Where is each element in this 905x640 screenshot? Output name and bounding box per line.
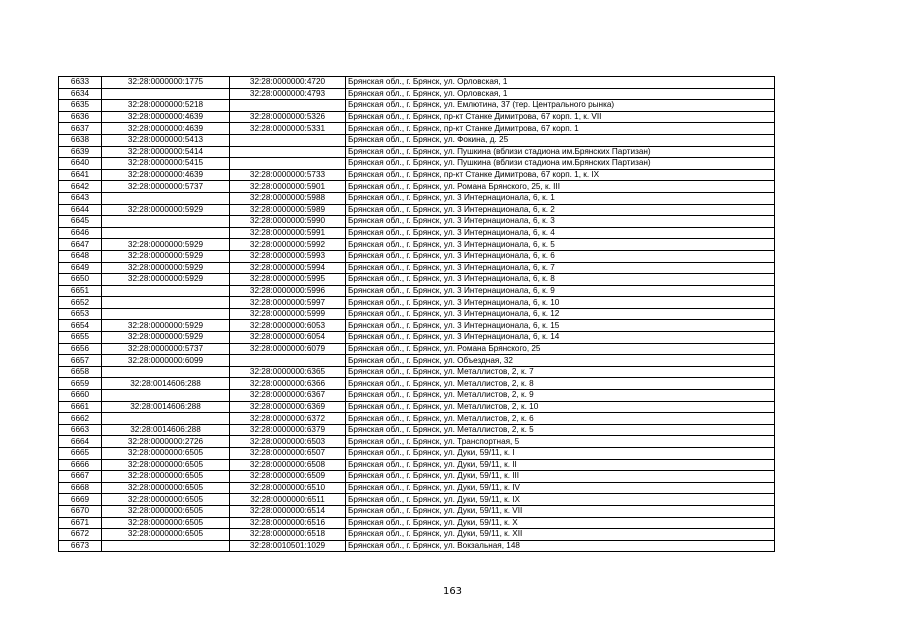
row-number-cell: 6670: [59, 505, 102, 517]
row-number-cell: 6656: [59, 343, 102, 355]
address-cell: Брянская обл., г. Брянск, ул. 3 Интернационала, 6, к. 2: [346, 204, 775, 216]
cadastral-number-cell: 32:28:0014606:288: [102, 424, 230, 436]
table-row: [59, 413, 775, 425]
cadastral-number-cell: [102, 216, 230, 228]
table-row: [59, 378, 775, 390]
address-cell: Брянская обл., г. Брянск, ул. Орловская, 1: [346, 77, 775, 89]
object-cadastral-number-cell: 32:28:0000000:5990: [230, 216, 346, 228]
cadastral-number-cell: 32:28:0000000:5929: [102, 332, 230, 344]
row-number-cell: 6655: [59, 332, 102, 344]
address-cell: Брянская обл., г. Брянск, ул. 3 Интернационала, 6, к. 7: [346, 262, 775, 274]
table-row: [59, 227, 775, 239]
table-row: [59, 134, 775, 146]
table-row: [59, 111, 775, 123]
address-cell: Брянская обл., г. Брянск, пр-кт Станке Димитрова, 67 корп. 1: [346, 123, 775, 135]
table-row: [59, 529, 775, 541]
object-cadastral-number-cell: 32:28:0000000:5999: [230, 308, 346, 320]
object-cadastral-number-cell: 32:28:0000000:5997: [230, 297, 346, 309]
cadastral-number-cell: 32:28:0000000:6505: [102, 517, 230, 529]
object-cadastral-number-cell: 32:28:0000000:6366: [230, 378, 346, 390]
object-cadastral-number-cell: 32:28:0000000:6509: [230, 471, 346, 483]
address-cell: Брянская обл., г. Брянск, ул. Романа Брянского, 25, к. III: [346, 181, 775, 193]
row-number-cell: 6644: [59, 204, 102, 216]
address-cell: Брянская обл., г. Брянск, ул. Металлистов, 2, к. 6: [346, 413, 775, 425]
object-cadastral-number-cell: 32:28:0000000:6514: [230, 505, 346, 517]
address-cell: Брянская обл., г. Брянск, ул. 3 Интернационала, 6, к. 12: [346, 308, 775, 320]
address-cell: Брянская обл., г. Брянск, ул. Орловская, 1: [346, 88, 775, 100]
address-cell: Брянская обл., г. Брянск, ул. 3 Интернационала, 6, к. 10: [346, 297, 775, 309]
address-cell: Брянская обл., г. Брянск, ул. Пушкина (вблизи стадиона им.Брянских Партизан): [346, 146, 775, 158]
address-cell: Брянская обл., г. Брянск, ул. Дуки, 59/11, к. III: [346, 471, 775, 483]
row-number-cell: 6650: [59, 274, 102, 286]
row-number-cell: 6672: [59, 529, 102, 541]
cadastral-number-cell: [102, 88, 230, 100]
object-cadastral-number-cell: 32:28:0000000:5326: [230, 111, 346, 123]
table-row: [59, 366, 775, 378]
address-cell: Брянская обл., г. Брянск, ул. 3 Интернационала, 6, к. 9: [346, 285, 775, 297]
table-row: [59, 320, 775, 332]
table-row: [59, 459, 775, 471]
address-cell: Брянская обл., г. Брянск, ул. Металлистов, 2, к. 7: [346, 366, 775, 378]
object-cadastral-number-cell: 32:28:0000000:6508: [230, 459, 346, 471]
row-number-cell: 6637: [59, 123, 102, 135]
cadastral-number-cell: 32:28:0000000:6505: [102, 529, 230, 541]
object-cadastral-number-cell: 32:28:0000000:5991: [230, 227, 346, 239]
table-row: [59, 77, 775, 89]
address-cell: Брянская обл., г. Брянск, пр-кт Станке Димитрова, 67 корп. 1, к. VII: [346, 111, 775, 123]
table-row: [59, 494, 775, 506]
object-cadastral-number-cell: [230, 158, 346, 170]
row-number-cell: 6669: [59, 494, 102, 506]
table-row: [59, 401, 775, 413]
cadastral-number-cell: 32:28:0000000:5737: [102, 181, 230, 193]
table-row: [59, 158, 775, 170]
table-row: [59, 390, 775, 402]
address-cell: Брянская обл., г. Брянск, ул. 3 Интернационала, 6, к. 15: [346, 320, 775, 332]
row-number-cell: 6667: [59, 471, 102, 483]
row-number-cell: 6668: [59, 482, 102, 494]
table-row: [59, 424, 775, 436]
cadastral-number-cell: 32:28:0000000:5218: [102, 100, 230, 112]
cadastral-number-cell: [102, 227, 230, 239]
cadastral-number-cell: 32:28:0000000:5929: [102, 320, 230, 332]
object-cadastral-number-cell: 32:28:0000000:4720: [230, 77, 346, 89]
cadastral-number-cell: 32:28:0000000:5929: [102, 262, 230, 274]
row-number-cell: 6664: [59, 436, 102, 448]
cadastral-number-cell: [102, 540, 230, 552]
object-cadastral-number-cell: 32:28:0000000:6053: [230, 320, 346, 332]
address-cell: Брянская обл., г. Брянск, ул. Дуки, 59/11, к. VII: [346, 505, 775, 517]
object-cadastral-number-cell: 32:28:0010501:1029: [230, 540, 346, 552]
table-row: [59, 88, 775, 100]
table-row: [59, 448, 775, 460]
cadastral-number-cell: 32:28:0000000:5413: [102, 134, 230, 146]
cadastral-number-cell: 32:28:0000000:5414: [102, 146, 230, 158]
row-number-cell: 6645: [59, 216, 102, 228]
object-cadastral-number-cell: 32:28:0000000:5993: [230, 250, 346, 262]
row-number-cell: 6649: [59, 262, 102, 274]
row-number-cell: 6660: [59, 390, 102, 402]
object-cadastral-number-cell: 32:28:0000000:5901: [230, 181, 346, 193]
row-number-cell: 6663: [59, 424, 102, 436]
table-row: [59, 262, 775, 274]
address-cell: Брянская обл., г. Брянск, ул. Вокзальная, 148: [346, 540, 775, 552]
cadastral-number-cell: 32:28:0014606:288: [102, 378, 230, 390]
row-number-cell: 6657: [59, 355, 102, 367]
page-number: 163: [442, 586, 463, 597]
address-cell: Брянская обл., г. Брянск, ул. Фокина, д. 25: [346, 134, 775, 146]
table-row: [59, 169, 775, 181]
cadastral-number-cell: 32:28:0000000:2726: [102, 436, 230, 448]
object-cadastral-number-cell: 32:28:0000000:6511: [230, 494, 346, 506]
object-cadastral-number-cell: 32:28:0000000:5733: [230, 169, 346, 181]
object-cadastral-number-cell: 32:28:0000000:6507: [230, 448, 346, 460]
row-number-cell: 6641: [59, 169, 102, 181]
cadastral-number-cell: [102, 390, 230, 402]
table-row: [59, 436, 775, 448]
object-cadastral-number-cell: 32:28:0000000:5995: [230, 274, 346, 286]
cadastral-number-cell: 32:28:0014606:288: [102, 401, 230, 413]
cadastral-number-cell: 32:28:0000000:6505: [102, 448, 230, 460]
cadastral-number-cell: 32:28:0000000:1775: [102, 77, 230, 89]
table-row: [59, 540, 775, 552]
address-cell: Брянская обл., г. Брянск, ул. Металлистов, 2, к. 9: [346, 390, 775, 402]
table-row: [59, 285, 775, 297]
address-cell: Брянская обл., г. Брянск, ул. Романа Брянского, 25: [346, 343, 775, 355]
row-number-cell: 6636: [59, 111, 102, 123]
cadastral-number-cell: [102, 192, 230, 204]
address-cell: Брянская обл., г. Брянск, ул. Транспортная, 5: [346, 436, 775, 448]
row-number-cell: 6652: [59, 297, 102, 309]
object-cadastral-number-cell: 32:28:0000000:6510: [230, 482, 346, 494]
row-number-cell: 6646: [59, 227, 102, 239]
table-row: [59, 146, 775, 158]
row-number-cell: 6653: [59, 308, 102, 320]
object-cadastral-number-cell: 32:28:0000000:4793: [230, 88, 346, 100]
object-cadastral-number-cell: [230, 100, 346, 112]
address-cell: Брянская обл., г. Брянск, ул. Металлистов, 2, к. 8: [346, 378, 775, 390]
row-number-cell: 6666: [59, 459, 102, 471]
row-number-cell: 6673: [59, 540, 102, 552]
table-row: [59, 192, 775, 204]
table-row: [59, 123, 775, 135]
row-number-cell: 6639: [59, 146, 102, 158]
row-number-cell: 6638: [59, 134, 102, 146]
row-number-cell: 6661: [59, 401, 102, 413]
cadastral-number-cell: 32:28:0000000:4639: [102, 123, 230, 135]
object-cadastral-number-cell: 32:28:0000000:6379: [230, 424, 346, 436]
address-cell: Брянская обл., г. Брянск, ул. Объездная, 32: [346, 355, 775, 367]
cadastral-number-cell: 32:28:0000000:5929: [102, 239, 230, 251]
cadastral-number-cell: 32:28:0000000:6099: [102, 355, 230, 367]
row-number-cell: 6647: [59, 239, 102, 251]
registry-table: [58, 76, 775, 552]
cadastral-number-cell: 32:28:0000000:5737: [102, 343, 230, 355]
address-cell: Брянская обл., г. Брянск, ул. Дуки, 59/11, к. I: [346, 448, 775, 460]
object-cadastral-number-cell: 32:28:0000000:6367: [230, 390, 346, 402]
row-number-cell: 6643: [59, 192, 102, 204]
address-cell: Брянская обл., г. Брянск, ул. Дуки, 59/11, к. IV: [346, 482, 775, 494]
cadastral-number-cell: 32:28:0000000:6505: [102, 482, 230, 494]
address-cell: Брянская обл., г. Брянск, ул. Пушкина (вблизи стадиона им.Брянских Партизан): [346, 158, 775, 170]
object-cadastral-number-cell: 32:28:0000000:6054: [230, 332, 346, 344]
address-cell: Брянская обл., г. Брянск, ул. Дуки, 59/11, к. IX: [346, 494, 775, 506]
cadastral-number-cell: 32:28:0000000:6505: [102, 459, 230, 471]
row-number-cell: 6671: [59, 517, 102, 529]
object-cadastral-number-cell: 32:28:0000000:5989: [230, 204, 346, 216]
cadastral-number-cell: [102, 308, 230, 320]
table-row: [59, 216, 775, 228]
table-row: [59, 100, 775, 112]
object-cadastral-number-cell: [230, 355, 346, 367]
address-cell: Брянская обл., г. Брянск, ул. Металлистов, 2, к. 10: [346, 401, 775, 413]
address-cell: Брянская обл., г. Брянск, ул. 3 Интернационала, 6, к. 5: [346, 239, 775, 251]
address-cell: Брянская обл., г. Брянск, пр-кт Станке Димитрова, 67 корп. 1, к. IX: [346, 169, 775, 181]
registry-table-body: [59, 77, 775, 552]
table-row: [59, 308, 775, 320]
row-number-cell: 6635: [59, 100, 102, 112]
row-number-cell: 6633: [59, 77, 102, 89]
table-row: [59, 471, 775, 483]
cadastral-number-cell: 32:28:0000000:6505: [102, 471, 230, 483]
row-number-cell: 6662: [59, 413, 102, 425]
row-number-cell: 6634: [59, 88, 102, 100]
object-cadastral-number-cell: 32:28:0000000:6369: [230, 401, 346, 413]
object-cadastral-number-cell: 32:28:0000000:5994: [230, 262, 346, 274]
table-row: [59, 250, 775, 262]
address-cell: Брянская обл., г. Брянск, ул. 3 Интернационала, 6, к. 1: [346, 192, 775, 204]
address-cell: Брянская обл., г. Брянск, ул. Дуки, 59/11, к. II: [346, 459, 775, 471]
table-row: [59, 297, 775, 309]
cadastral-number-cell: 32:28:0000000:6505: [102, 505, 230, 517]
cadastral-number-cell: 32:28:0000000:4639: [102, 111, 230, 123]
address-cell: Брянская обл., г. Брянск, ул. 3 Интернационала, 6, к. 3: [346, 216, 775, 228]
cadastral-number-cell: [102, 297, 230, 309]
address-cell: Брянская обл., г. Брянск, ул. Дуки, 59/11, к. X: [346, 517, 775, 529]
table-row: [59, 181, 775, 193]
table-row: [59, 355, 775, 367]
object-cadastral-number-cell: [230, 134, 346, 146]
address-cell: Брянская обл., г. Брянск, ул. 3 Интернационала, 6, к. 8: [346, 274, 775, 286]
table-row: [59, 343, 775, 355]
object-cadastral-number-cell: 32:28:0000000:5988: [230, 192, 346, 204]
table-row: [59, 204, 775, 216]
cadastral-number-cell: 32:28:0000000:5929: [102, 274, 230, 286]
object-cadastral-number-cell: 32:28:0000000:6503: [230, 436, 346, 448]
table-row: [59, 505, 775, 517]
address-cell: Брянская обл., г. Брянск, ул. Емлютина, 37 (тер. Центрального рынка): [346, 100, 775, 112]
object-cadastral-number-cell: 32:28:0000000:6518: [230, 529, 346, 541]
object-cadastral-number-cell: 32:28:0000000:6079: [230, 343, 346, 355]
row-number-cell: 6640: [59, 158, 102, 170]
object-cadastral-number-cell: 32:28:0000000:6372: [230, 413, 346, 425]
object-cadastral-number-cell: 32:28:0000000:6516: [230, 517, 346, 529]
object-cadastral-number-cell: [230, 146, 346, 158]
cadastral-number-cell: [102, 366, 230, 378]
object-cadastral-number-cell: 32:28:0000000:5992: [230, 239, 346, 251]
table-row: [59, 482, 775, 494]
row-number-cell: 6658: [59, 366, 102, 378]
cadastral-number-cell: 32:28:0000000:5415: [102, 158, 230, 170]
cadastral-number-cell: 32:28:0000000:5929: [102, 250, 230, 262]
table-row: [59, 332, 775, 344]
row-number-cell: 6654: [59, 320, 102, 332]
cadastral-number-cell: 32:28:0000000:4639: [102, 169, 230, 181]
row-number-cell: 6651: [59, 285, 102, 297]
object-cadastral-number-cell: 32:28:0000000:5331: [230, 123, 346, 135]
cadastral-number-cell: [102, 413, 230, 425]
address-cell: Брянская обл., г. Брянск, ул. Дуки, 59/11, к. XII: [346, 529, 775, 541]
object-cadastral-number-cell: 32:28:0000000:6365: [230, 366, 346, 378]
row-number-cell: 6648: [59, 250, 102, 262]
row-number-cell: 6642: [59, 181, 102, 193]
table-row: [59, 239, 775, 251]
address-cell: Брянская обл., г. Брянск, ул. Металлистов, 2, к. 5: [346, 424, 775, 436]
cadastral-number-cell: 32:28:0000000:6505: [102, 494, 230, 506]
cadastral-number-cell: [102, 285, 230, 297]
address-cell: Брянская обл., г. Брянск, ул. 3 Интернационала, 6, к. 4: [346, 227, 775, 239]
address-cell: Брянская обл., г. Брянск, ул. 3 Интернационала, 6, к. 6: [346, 250, 775, 262]
object-cadastral-number-cell: 32:28:0000000:5996: [230, 285, 346, 297]
table-row: [59, 517, 775, 529]
row-number-cell: 6665: [59, 448, 102, 460]
cadastral-number-cell: 32:28:0000000:5929: [102, 204, 230, 216]
address-cell: Брянская обл., г. Брянск, ул. 3 Интернационала, 6, к. 14: [346, 332, 775, 344]
table-row: [59, 274, 775, 286]
row-number-cell: 6659: [59, 378, 102, 390]
